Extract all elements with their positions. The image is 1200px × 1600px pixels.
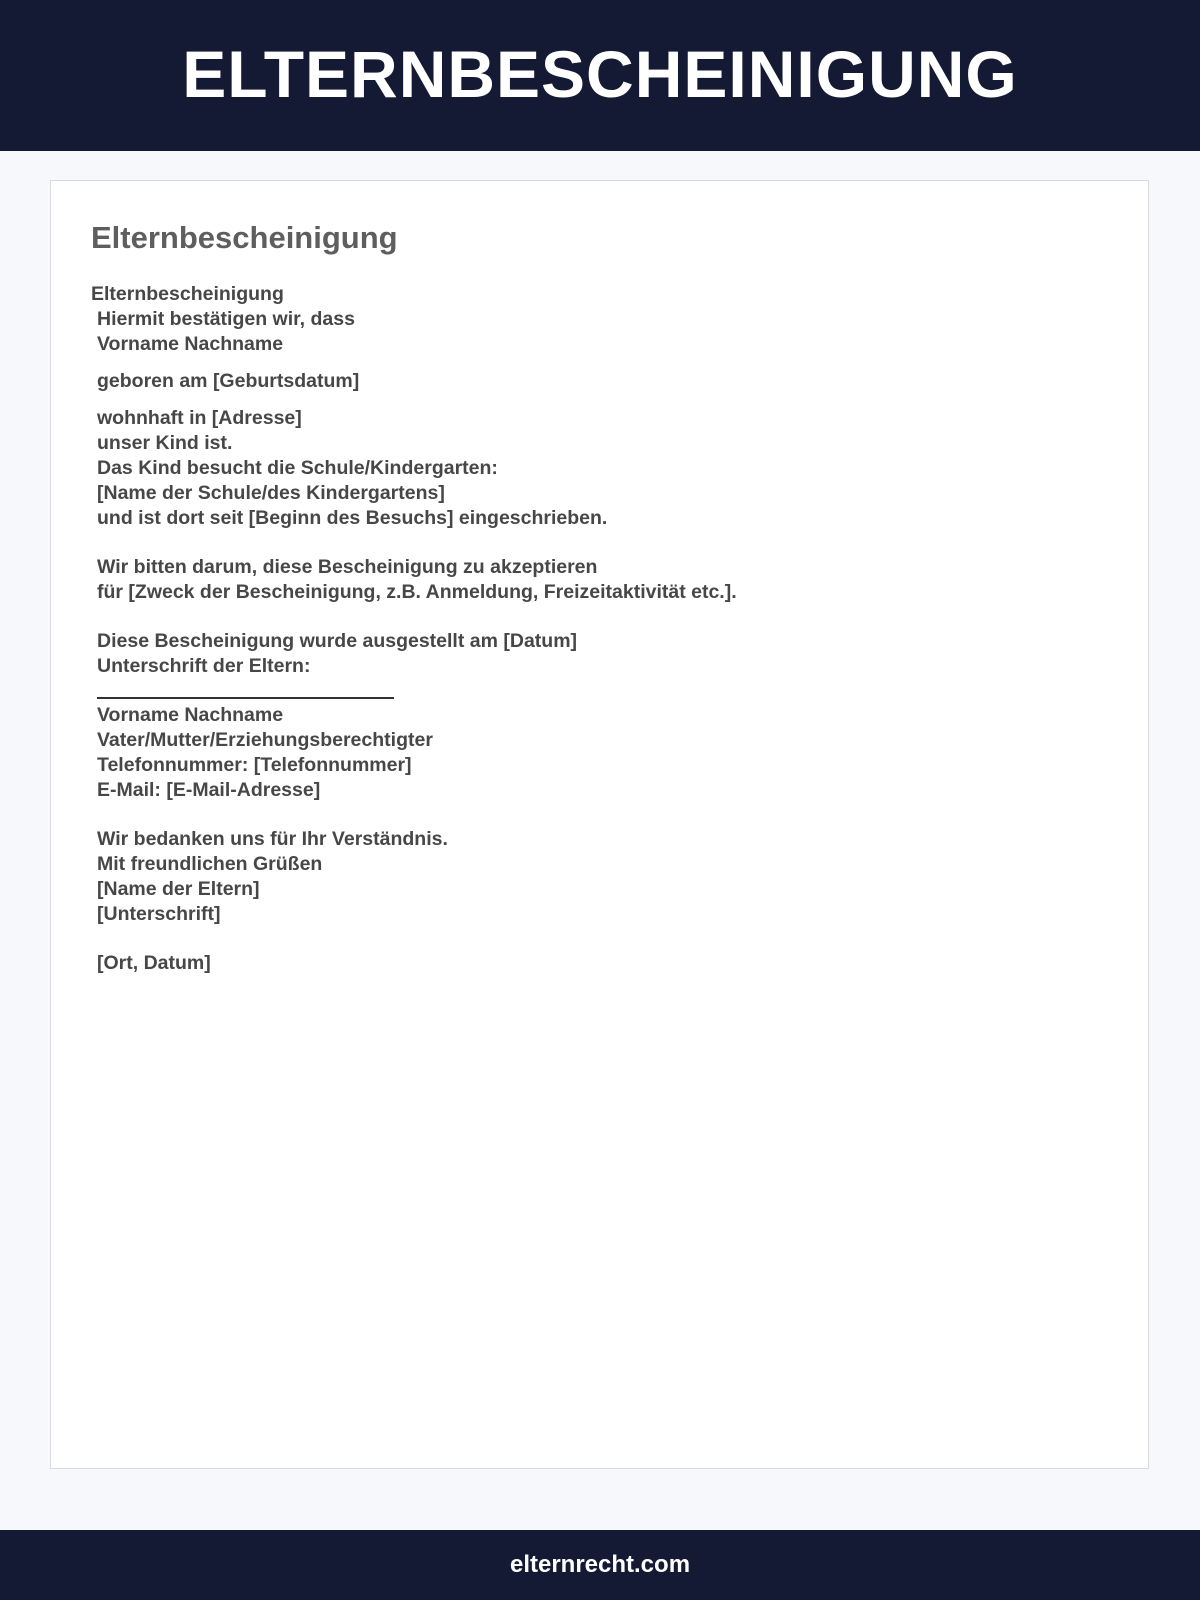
signature-label: Unterschrift der Eltern: <box>97 655 311 677</box>
page-title: ELTERNBESCHEINIGUNG <box>182 36 1018 111</box>
parents-name-placeholder: [Name der Eltern] <box>97 878 260 900</box>
phone-line: Telefonnummer: [Telefonnummer] <box>97 754 412 776</box>
header-banner <box>0 0 1200 151</box>
child-name: Vorname Nachname <box>97 333 284 355</box>
signature-placeholder: [Unterschrift] <box>97 903 221 925</box>
born-line: geboren am [Geburtsdatum] <box>97 370 360 392</box>
greeting-line: Mit freundlichen Grüßen <box>97 853 323 875</box>
our-child-line: unser Kind ist. <box>97 432 233 454</box>
parent-role: Vater/Mutter/Erziehungsberechtigter <box>97 729 433 751</box>
purpose-line: für [Zweck der Bescheinigung, z.B. Anmeldung, Freizeitaktivität etc.]. <box>97 581 737 603</box>
footer-banner <box>0 1530 1200 1600</box>
request-line: Wir bitten darum, diese Bescheinigung zu akzeptieren <box>97 556 598 578</box>
school-name: [Name der Schule/des Kindergartens] <box>97 482 445 504</box>
school-intro: Das Kind besucht die Schule/Kindergarten: <box>97 457 498 479</box>
issued-line: Diese Bescheinigung wurde ausgestellt am [Datum] <box>97 630 578 652</box>
enrolled-line: und ist dort seit [Beginn des Besuchs] eingeschrieben. <box>97 507 608 529</box>
parent-name: Vorname Nachname <box>97 704 284 726</box>
footer-site: elternrecht.com <box>509 1551 691 1578</box>
signature-line <box>97 697 394 699</box>
document-heading: Elternbescheinigung <box>91 220 398 255</box>
email-line: E-Mail: [E-Mail-Adresse] <box>97 779 321 801</box>
document-body <box>91 282 1091 976</box>
intro-title: Elternbescheinigung <box>91 283 284 305</box>
confirm-line: Hiermit bestätigen wir, dass <box>97 308 355 330</box>
thanks-line: Wir bedanken uns für Ihr Verständnis. <box>97 828 448 850</box>
address-line: wohnhaft in [Adresse] <box>97 407 302 429</box>
document-card <box>50 180 1149 1469</box>
place-date: [Ort, Datum] <box>97 952 211 974</box>
